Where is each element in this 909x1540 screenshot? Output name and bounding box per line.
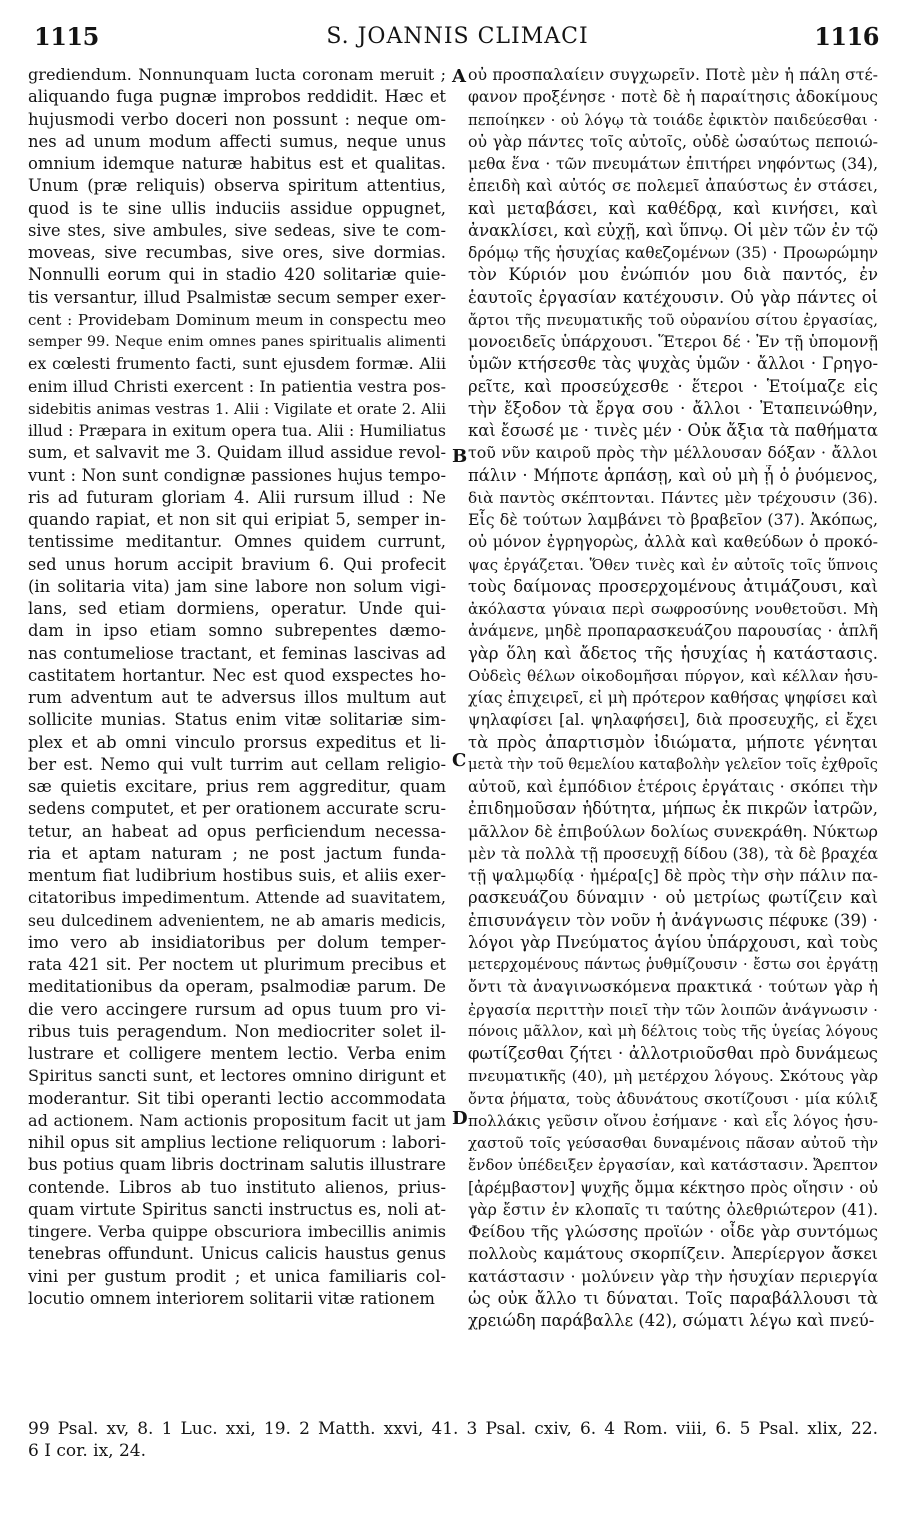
text-line: φανον προξένησε · ποτὲ δὲ ἡ παραίτησις ἀδοκίμους [468, 88, 878, 107]
footnotes [28, 1418, 878, 1440]
text-line: γὰρ ὅλη καὶ ἄδετος τῆς ἡσυχίας ἡ κατάστασις. [468, 643, 878, 663]
text-line: cent : Providebam Dominum meum in conspectu meo [28, 310, 446, 329]
text-line: tingere. Verba quippe obscuriora imbecillis animis [28, 1222, 446, 1241]
text-line: sive stes, sive ambules, sive sedeas, sive te com- [28, 220, 446, 240]
text-line: ὄντι τὰ ἀναγινωσκόμενα πρακτικά · τούτων γὰρ ἡ [468, 977, 878, 997]
running-title: S. JOANNIS CLIMACI [326, 24, 589, 49]
text-line: illud : Præpara in exitum opera tua. Alii : Humiliatus [28, 422, 446, 440]
text-line: dam in ipso etiam somno subrepentes dæmo- [28, 621, 446, 641]
latin-column [28, 64, 446, 1310]
text-line: aliquando fuga pugnæ improbos reddidit. Hæc et [28, 87, 446, 107]
text-line: quando rapiat, et non sit qui eripiat 5, semper in- [28, 510, 446, 529]
text-line: die vero accingere rursum ad opus tuum pro vi- [28, 999, 446, 1019]
text-line: ἑαυτοῖς ἐργασίαν κατέχουσιν. Οὐ γὰρ πάντες οἱ [468, 287, 878, 307]
page-header [24, 22, 891, 56]
text-line: χίας ἐπιχειρεῖ, εἰ μὴ πρότερον καθήσας ψηφίσει καὶ [468, 689, 878, 707]
text-line: imo vero ab insidiatoribus per dolum temper- [28, 932, 446, 952]
footnotes-continued [28, 1440, 878, 1462]
text-line: τῇ ψαλμῳδίᾳ · ἡμέρα[ς] δὲ πρὸς τὴν σὴν πάλιν πα- [468, 866, 878, 885]
text-line: sum, et salvavit me 3. Quidam illud assidue revol- [28, 443, 446, 463]
text-line: οὐ μόνον ἐγρηγορὼς, ἀλλὰ καὶ καθεύδων ὁ προκό- [468, 532, 878, 552]
text-line: quam virtute Spiritus sancti instructus es, noli at- [28, 1199, 446, 1219]
text-line: γὰρ ἔστιν ἐν κλοπαῖς τι ταύτης ὀλεθριώτερον (41). [468, 1200, 878, 1219]
text-line: seu dulcedinem advenientem, ne ab amaris medicis, [28, 911, 446, 930]
text-line: hujusmodi verbo doceri non possunt : neque om- [28, 109, 446, 129]
text-line: nas contumeliose tractant, et feminas lascivas ad [28, 643, 446, 663]
text-line: δρόμῳ τῆς ἡσυχίας καθεζομένων (35) · Προωρώμην [468, 244, 878, 262]
text-line: ὑμῶν κτήσεσθε τὰς ψυχὰς ὑμῶν · ἄλλοι · Γρηγο- [468, 354, 878, 374]
text-line: tenebras offundunt. Unicus calicis haustus genus [28, 1244, 446, 1264]
text-line: ἐπειδὴ καὶ αὐτός σε πολεμεῖ ἀπαύστως ἐν στάσει, [468, 176, 878, 196]
text-line: sed unus horum accipit bravium 6. Qui profecit [28, 554, 446, 574]
text-line: tetur, an habeat ad opus perficiendum necessa- [28, 821, 446, 841]
text-line: moderantur. Sit tibi operanti lectio accommodata [28, 1088, 446, 1108]
text-line: φωτίζεσθαι ζήτει · ἀλλοτριοῦσθαι πρὸ δυνάμεως [468, 1044, 878, 1063]
text-line: μᾶλλον δὲ ἐπιβούλων δολίως συνεκράθη. Νύκτωρ [468, 821, 878, 841]
text-line: μετὰ τὴν τοῦ θεμελίου καταβολὴν γελεῖον τοῖς ἐχθροῖς [468, 755, 878, 773]
text-line: enim illud Christi exercent : In patientia vestra pos- [28, 376, 446, 396]
section-marker-c: C [452, 750, 467, 771]
text-line: πάλιν · Μήποτε ἁρπάσῃ, καὶ οὐ μὴ ᾖ ὁ ῥυόμενος, [468, 465, 878, 485]
text-line: ὄντα ῥήματα, τοὺς ἀδυνάτους σκοτίζουσι · μία κύλιξ [468, 1089, 878, 1108]
section-marker-a: A [452, 66, 466, 87]
text-line: κατάστασιν · μολύνειν γὰρ τὴν ἡσυχίαν περιεργία [468, 1266, 878, 1286]
text-line: quod is te sine ullis induciis assidue oppugnet, [28, 198, 446, 218]
text-line: οὐ προσπαλαίειν συγχωρεῖν. Ποτὲ μὲν ἡ πάλη στέ- [468, 65, 878, 84]
text-line: τὴν ἔξοδον τὰ ἔργα σου · ἄλλοι · Ἐταπεινώθην, [468, 398, 878, 418]
text-line: ria et aptam naturam ; ne post jactum funda- [28, 843, 446, 863]
text-line: Φείδου τῆς γλώσσης προϊών · οἶδε γὰρ συντόμως [468, 1222, 878, 1241]
text-line: ἐργασία περιττὴν ποιεῖ τὴν τῶν λοιπῶν ἀνάγνωσιν · [468, 1000, 878, 1019]
text-line: διὰ παντὸς σκέπτονται. Πάντες μὲν τρέχουσιν (36). [468, 488, 878, 507]
text-line: vunt : Non sunt condignæ passiones hujus tempo- [28, 465, 446, 485]
text-line: moveas, sive recumbas, sive ores, sive dormias. [28, 243, 446, 262]
text-line: bus potius quam libris doctrinam salutis illustrare [28, 1155, 446, 1175]
text-line: Οὐδεὶς θέλων οἰκοδομῆσαι πύργον, καὶ κέλλαν ἡσυ- [468, 666, 878, 685]
text-line: λόγοι γὰρ Πνεύματος ἁγίου ὑπάρχουσι, καὶ τοὺς [468, 932, 878, 952]
text-line: ἀνακλίσει, καὶ εὐχῇ, καὶ ὕπνῳ. Οἱ μὲν τῶν ἐν τῷ [468, 220, 878, 240]
text-line: sidebitis animas vestras 1. Alii : Vigilate et orate 2. Alii [28, 399, 446, 418]
text-line: tis versantur, illud Psalmistæ secum semper exer- [28, 287, 446, 307]
text-line: ὡς οὐκ ἄλλο τι δύναται. Τοῖς παραβάλλουσι τὰ [468, 1288, 878, 1308]
text-line: τὸν Κύριόν μου ἐνώπιόν μου διὰ παντός, ἐν [468, 265, 878, 285]
text-line: ἀνάμενε, μηδὲ προπαρασκευάζου παρουσίας · ἁπλῆ [468, 622, 878, 641]
text-line: meditationibus da operam, psalmodiæ parum. De [28, 977, 446, 997]
text-line: μεθα ἕνα · τῶν πνευμάτων ἐπιτήρει νηφόντως (34), [468, 155, 878, 173]
text-line: sedens computet, et per orationem accurate scru- [28, 799, 446, 819]
text-line: τὰ πρὸς ἀπαρτισμὸν ἰδιώματα, μήποτε γένηται [468, 732, 878, 752]
greek-column [468, 64, 878, 1332]
text-line: plex et ab omni vinculo prorsus expeditus et li- [28, 732, 446, 752]
text-line: ἀκόλαστα γύναια περὶ σωφροσύνης νουθετοῦσι. Μὴ [468, 600, 878, 618]
text-line: τοῦ νῦν καιροῦ πρὸς τὴν μέλλουσαν δόξαν · ἄλλοι [468, 443, 878, 463]
text-line: ρεῖτε, καὶ προσεύχεσθε · ἕτεροι · Ἑτοίμαζε εἰς [468, 376, 878, 396]
text-line: πνευματικῆς (40), μὴ μετέρχου λόγους. Σκότους γὰρ [468, 1067, 878, 1086]
text-line: αὐτοῦ, καὶ ἐμπόδιον ἑτέροις ἐργάταις · σκόπει τὴν [468, 777, 878, 796]
text-line: nes ad unum modum affecti sumus, neque unus [28, 131, 446, 151]
text-line: ex cœlesti frumento facti, sunt ejusdem formæ. Alii [28, 354, 446, 374]
text-line: Unum (præ reliquis) observa spiritum attentius, [28, 176, 446, 196]
text-line: πολλοὺς καμάτους σκορπίζειν. Ἀπερίεργον ἄσκει [468, 1244, 878, 1264]
text-line: μονοειδεῖς ὑπάρχουσι. Ἕτεροι δέ · Ἐν τῇ ὑπομονῇ [468, 332, 878, 351]
text-line: rata 421 sit. Per noctem ut plurimum precibus et [28, 955, 446, 974]
text-line: tentissime meditantur. Omnes quidem currunt, [28, 532, 446, 552]
text-line: πόνοις μᾶλλον, καὶ μὴ δέλτοις τοὺς τῆς ὑγείας λόγους [468, 1022, 878, 1040]
left-page-number: 1115 [34, 22, 99, 51]
text-line: μὲν τὰ πολλὰ τῇ προσευχῇ δίδου (38), τὰ δὲ βραχέα [468, 844, 878, 863]
text-line: castitatem hortantur. Nec est quod exspectes ho- [28, 665, 446, 685]
text-line: ribus tuis peragendum. Non mediocriter solet il- [28, 1021, 446, 1041]
text-line: καὶ μεταβάσει, καὶ καθέδρᾳ, καὶ κινήσει, καὶ [468, 198, 878, 218]
footnote-line: 99 Psal. xv, 8. 1 Luc. xxi, 19. 2 Matth. xxvi, 41. 3 Psal. cxiv, 6. 4 Rom. viii, 6. 5 Psal. xlix, 22. [28, 1419, 878, 1439]
text-line: ad actionem. Nam actionis propositum facit ut jam [28, 1110, 446, 1130]
text-line: καὶ ἔσωσέ με · τινὲς μέν · Οὐκ ἄξια τὰ παθήματα [468, 421, 878, 440]
text-line: citatoribus impedimentum. Attende ad suavitatem, [28, 888, 446, 908]
text-line: rum adventum aut te adversus illos multum aut [28, 688, 446, 707]
text-line: ἔνδον ὑπέδειξεν ἐργασίαν, καὶ κατάστασιν. Ἄρεπτον [468, 1156, 878, 1175]
text-line: (in solitaria vita) jam sine labore non solum vigi- [28, 576, 446, 596]
text-line: mentum fiat ludibrium hostibus suis, et aliis exer- [28, 866, 446, 885]
text-line: ψηλαφίσει [al. ψηλαφήσει], διὰ προσευχῆς, εἰ ἔχει [468, 710, 878, 730]
right-page-number: 1116 [814, 22, 879, 51]
text-line: τοὺς δαίμονας προσερχομένους ἀτιμάζουσι, καὶ [468, 576, 878, 596]
text-line: οὐ γὰρ πάντες τοῖς αὐτοῖς, οὐδὲ ὡσαύτως πεποιώ- [468, 131, 878, 151]
text-line: locutio omnem interiorem solitarii vitæ rationem [28, 1288, 435, 1308]
text-line: semper 99. Neque enim omnes panes spiritualis alimenti [28, 334, 446, 350]
text-line: grediendum. Nonnunquam lucta coronam meruit ; [28, 65, 446, 84]
text-line: Nonnulli eorum qui in stadio 420 solitariæ quie- [28, 265, 446, 285]
text-line: sollicite munias. Status enim vitæ solitariæ sim- [28, 710, 446, 730]
text-line: Spiritus sancti sunt, et lectores omnino dirigunt et [28, 1066, 446, 1086]
text-line: vini per gustum prodit ; et unica familiaris col- [28, 1266, 446, 1286]
text-line: χρειώδη παράβαλλε (42), σώματι λέγω καὶ πνεύ- [468, 1311, 875, 1330]
text-line: ἄρτοι τῆς πνευματικῆς τοῦ οὐρανίου σίτου ἐργασίας, [468, 310, 878, 329]
text-line: χαστοῦ τοῖς γεύσασθαι δυναμένοις πᾶσαν αὐτοῦ τὴν [468, 1134, 878, 1152]
section-marker-d: D [452, 1108, 468, 1129]
text-line: omnium idemque naturæ habitus est et qualitas. [28, 154, 446, 173]
text-line: πολλάκις γεῦσιν οἴνου ἐσήμανε · καὶ εἷς λόγος ἡσυ- [468, 1111, 878, 1130]
section-marker-b: B [452, 446, 468, 467]
text-line: μετερχομένους πάντως ῥυθμίζουσιν · ἔστω σοι ἐργάτῃ [468, 956, 878, 973]
text-line: ψας ἐργάζεται. Ὅθεν τινὲς καὶ ἐν αὐτοῖς τοῖς ὕπνοις [468, 555, 878, 574]
text-line: ἐπισυνάγειν τὸν νοῦν ἡ ἀνάγνωσις πέφυκε (39) · [468, 910, 878, 930]
text-line: ρασκευάζου δύναμιν · οὐ μετρίως φωτίζειν καὶ [468, 888, 878, 908]
text-line: nihil opus sit amplius lectione reliquorum : labori- [28, 1133, 446, 1152]
text-line: ris ad futuram gloriam 4. Alii rursum illud : Ne [28, 487, 446, 507]
footnote-line: 6 I cor. ix, 24. [28, 1441, 147, 1461]
text-line: lans, sed etiam dormiens, operatur. Unde qui- [28, 599, 446, 618]
text-line: Εἷς δὲ τούτων λαμβάνει τὸ βραβεῖον (37). Ἀκόπως, [468, 510, 878, 529]
text-line: contende. Libros ab tuo instituto alienos, prius- [28, 1177, 446, 1197]
text-line: ἐπιδημοῦσαν ἡδύτητα, μήπως ἐκ πικρῶν ἰατρῶν, [468, 799, 878, 819]
text-line: ber est. Nemo qui vult turrim aut cellam religio- [28, 754, 446, 774]
text-line: lustrare et colligere mentem lectio. Verba enim [28, 1044, 446, 1063]
text-line: πεποίηκεν · οὐ λόγῳ τὰ τοιάδε ἐφικτὸν παιδεύεσθαι · [468, 110, 878, 129]
text-line: [ἀρέμβαστον] ψυχῆς ὄμμα κέκτησο πρὸς οἴησιν · οὐ [468, 1178, 878, 1197]
text-line: sæ quietis excitare, prius rem aggreditur, quam [28, 777, 446, 796]
